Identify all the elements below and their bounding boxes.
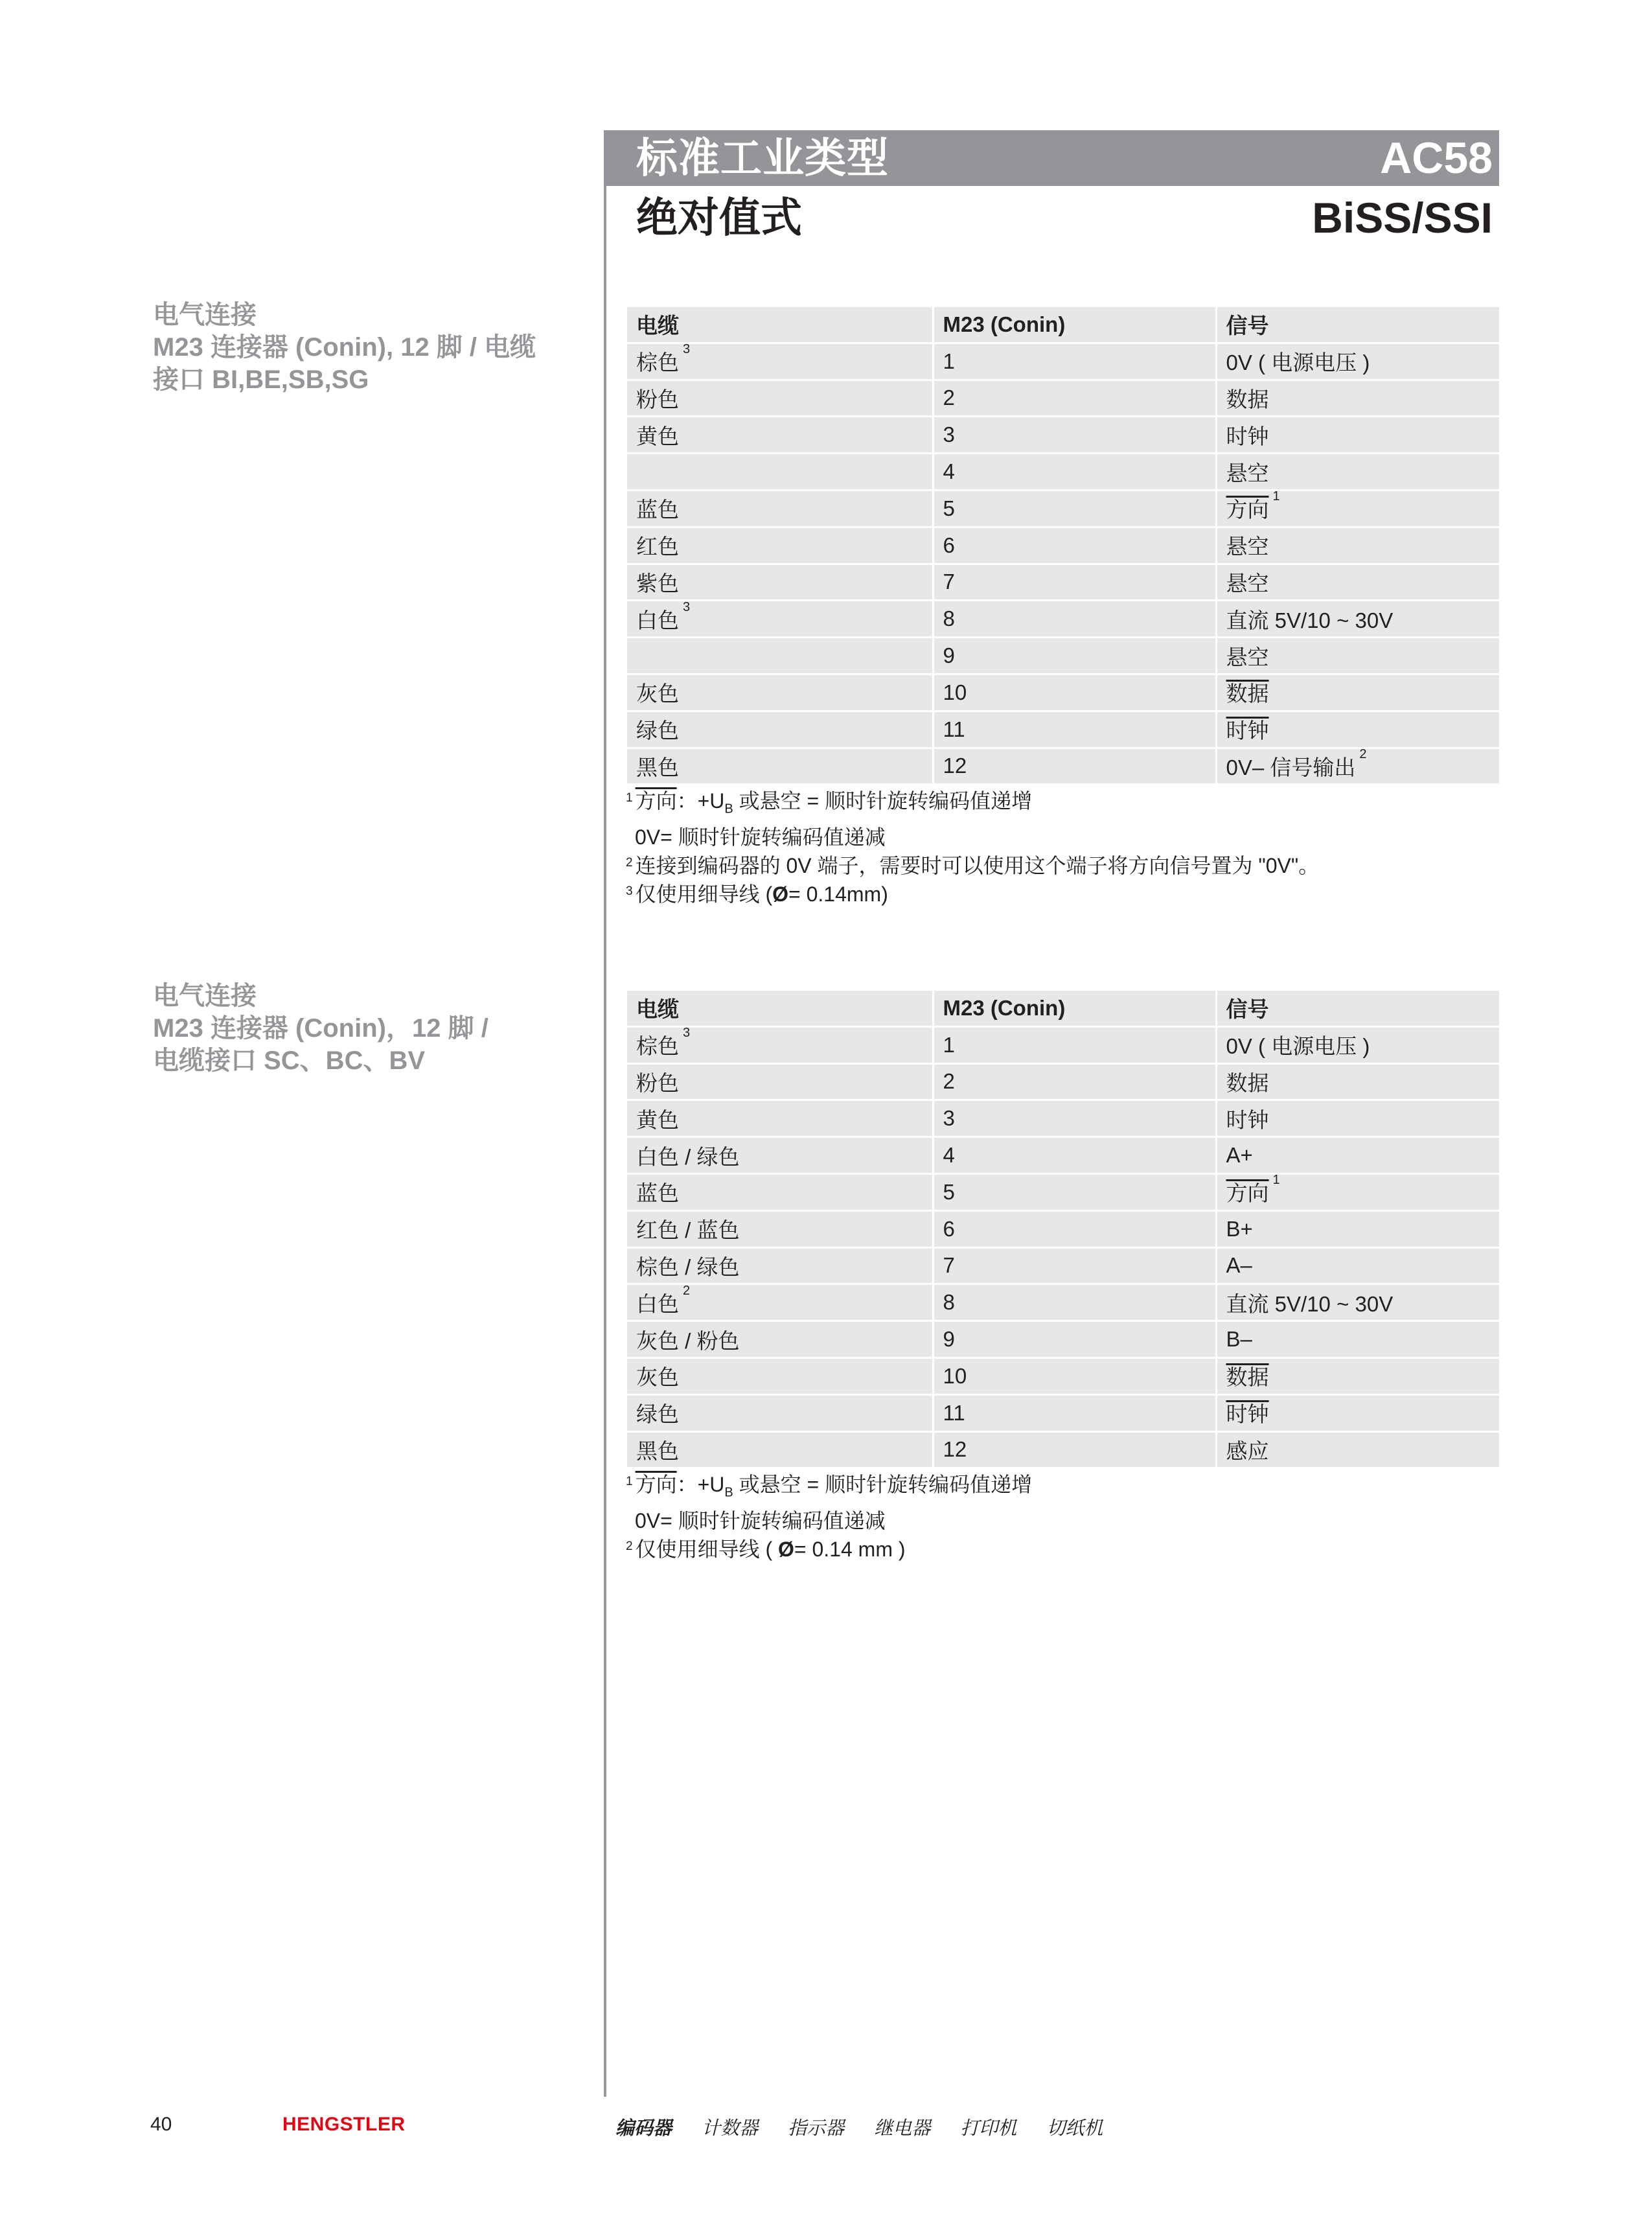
pinout-table-2 <box>627 991 1499 1467</box>
cell-signal <box>1216 564 1499 601</box>
cell-pin-number: 10 <box>933 1357 1216 1394</box>
cell-pin-number: 11 <box>933 1394 1216 1431</box>
signal-text: 数据 <box>1226 387 1269 411</box>
table-row <box>627 564 1499 601</box>
cell-signal <box>1216 601 1499 638</box>
cell-pin-number: 2 <box>933 380 1216 417</box>
cell-pin-number: 1 <box>933 343 1216 380</box>
cable-color-text: 蓝色 <box>636 498 679 522</box>
footnote-3: $^3$ 仅使用细导线 (Ø= 0.14mm) <box>626 883 888 906</box>
cell-signal <box>1216 1431 1499 1467</box>
cell-signal <box>1216 674 1499 711</box>
table-row <box>627 454 1499 490</box>
table-row <box>627 490 1499 527</box>
table-row <box>627 1321 1499 1358</box>
table-row <box>627 527 1499 564</box>
table-row <box>627 1247 1499 1284</box>
signal-text: 数据 <box>1226 682 1269 706</box>
signal-text: 时钟 <box>1226 1107 1269 1132</box>
table-header-row <box>627 991 1499 1026</box>
signal-text: 0V ( 电源电压 ) <box>1226 1034 1370 1059</box>
cell-pin-number: 3 <box>933 417 1216 454</box>
cable-color-text: 黄色 <box>636 424 679 448</box>
cable-color-text: 绿色 <box>636 719 679 743</box>
cable-color-text: 灰色 / 粉色 <box>636 1328 740 1353</box>
column-header-cable: 电缆 <box>627 307 933 343</box>
section-2-label <box>153 980 580 1077</box>
signal-text: 时钟 <box>1226 719 1269 743</box>
signal-text: 0V– 信号输出 <box>1226 755 1356 779</box>
cell-signal <box>1216 1321 1499 1358</box>
cell-signal <box>1216 1063 1499 1100</box>
cell-pin-number: 1 <box>933 1026 1216 1063</box>
signal-text: 数据 <box>1226 1365 1269 1390</box>
page-footer <box>0 2114 1652 2152</box>
cell-cable-color <box>627 601 933 638</box>
cell-pin-number: 7 <box>933 564 1216 601</box>
column-header-pin: M23 (Conin) <box>933 307 1216 343</box>
footnote-1-line-2: 0V= 顺时针旋转编码值递减 <box>635 1509 886 1533</box>
cell-signal <box>1216 748 1499 783</box>
footnote-ref: 3 <box>683 599 691 614</box>
cell-pin-number: 6 <box>933 527 1216 564</box>
table-body <box>627 1026 1499 1467</box>
cell-pin-number: 9 <box>933 638 1216 675</box>
cell-pin-number: 6 <box>933 1210 1216 1247</box>
signal-text: B– <box>1226 1327 1252 1352</box>
table-row <box>627 711 1499 748</box>
section-2-label-line-1: 电气连接 <box>153 982 257 1010</box>
cell-cable-color <box>627 417 933 454</box>
cell-cable-color <box>627 343 933 380</box>
signal-text: 悬空 <box>1226 461 1269 485</box>
cell-signal <box>1216 417 1499 454</box>
cell-pin-number: 2 <box>933 1063 1216 1100</box>
cell-pin-number: 8 <box>933 601 1216 638</box>
page-number: 40 <box>150 2114 172 2135</box>
cell-signal <box>1216 1210 1499 1247</box>
table-row <box>627 1173 1499 1210</box>
cell-pin-number: 8 <box>933 1284 1216 1321</box>
cell-cable-color <box>627 1431 933 1467</box>
cell-pin-number: 3 <box>933 1100 1216 1137</box>
signal-text: 时钟 <box>1226 1402 1269 1427</box>
cable-color-text: 蓝色 <box>636 1181 679 1206</box>
section-2-footnotes <box>626 1470 1032 1564</box>
column-header-pin: M23 (Conin) <box>933 991 1216 1026</box>
category-cutter[interactable]: 切纸机 <box>1046 2118 1103 2139</box>
signal-text: 悬空 <box>1226 535 1269 559</box>
cell-signal <box>1216 1173 1499 1210</box>
column-header-cable: 电缆 <box>627 991 933 1026</box>
cable-color-text: 灰色 <box>636 1365 679 1390</box>
table-row <box>627 1026 1499 1063</box>
signal-text: 直流 5V/10 ~ 30V <box>1226 1291 1394 1316</box>
cell-cable-color <box>627 380 933 417</box>
cell-signal <box>1216 527 1499 564</box>
signal-text: A– <box>1226 1253 1252 1278</box>
table-row <box>627 1210 1499 1247</box>
footnote-ref: 3 <box>683 1026 691 1041</box>
signal-text: 方向 <box>1226 1181 1269 1206</box>
footnote-ref: 2 <box>683 1283 691 1298</box>
title-bar <box>604 130 1499 186</box>
cell-signal <box>1216 1247 1499 1284</box>
subtitle-bar <box>636 189 1493 248</box>
category-relay[interactable]: 继电器 <box>874 2118 931 2139</box>
cell-cable-color <box>627 564 933 601</box>
pinout-table-1 <box>627 307 1499 783</box>
cell-cable-color <box>627 1063 933 1100</box>
table-row <box>627 1431 1499 1467</box>
cell-signal <box>1216 454 1499 490</box>
table-row <box>627 1137 1499 1174</box>
footnote-1-line-2: 0V= 顺时针旋转编码值递减 <box>635 825 886 849</box>
section-2-label-line-2: M23 连接器 (Conin)，12 脚 / <box>153 1014 488 1043</box>
table-row <box>627 1063 1499 1100</box>
table-row <box>627 1357 1499 1394</box>
category-printer[interactable]: 打印机 <box>960 2118 1017 2139</box>
table-row <box>627 1100 1499 1137</box>
brand-logo: HENGSTLER <box>282 2114 406 2135</box>
table-row <box>627 638 1499 675</box>
cell-cable-color <box>627 454 933 490</box>
cell-pin-number: 5 <box>933 490 1216 527</box>
table-row <box>627 343 1499 380</box>
section-1-label-line-1: 电气连接 <box>153 301 257 329</box>
cable-color-text: 黄色 <box>636 1107 679 1132</box>
cell-cable-color <box>627 674 933 711</box>
cell-cable-color <box>627 1247 933 1284</box>
cell-pin-number: 12 <box>933 1431 1216 1467</box>
cell-cable-color <box>627 711 933 748</box>
cable-color-text: 白色 <box>636 608 679 632</box>
footnote-ref: 2 <box>1359 746 1367 761</box>
table-header-row <box>627 307 1499 343</box>
cable-color-text: 棕色 <box>636 351 679 375</box>
footnote-2: $^2$ 连接到编码器的 0V 端子，需要时可以使用这个端子将方向信号置为 "0V"。 <box>626 854 1320 878</box>
table-row <box>627 380 1499 417</box>
cable-color-text: 黑色 <box>636 755 679 779</box>
section-1-label <box>153 299 580 396</box>
cell-cable-color <box>627 1394 933 1431</box>
product-category: 标准工业类型 <box>636 135 889 181</box>
cell-pin-number: 4 <box>933 1137 1216 1174</box>
product-category-nav <box>615 2114 1127 2140</box>
cell-signal <box>1216 1394 1499 1431</box>
table-row <box>627 417 1499 454</box>
signal-text: 感应 <box>1226 1438 1269 1463</box>
cell-cable-color <box>627 1137 933 1174</box>
cable-color-text: 红色 / 蓝色 <box>636 1218 740 1243</box>
footnote-ref: 1 <box>1272 1173 1280 1188</box>
cell-cable-color <box>627 490 933 527</box>
category-counter[interactable]: 计数器 <box>702 2118 759 2139</box>
cell-cable-color <box>627 1100 933 1137</box>
column-header-signal: 信号 <box>1216 991 1499 1026</box>
cable-color-text: 白色 / 绿色 <box>636 1144 740 1169</box>
column-header-signal: 信号 <box>1216 307 1499 343</box>
footnote-ref: 1 <box>1272 489 1280 504</box>
cell-pin-number: 5 <box>933 1173 1216 1210</box>
signal-text: 数据 <box>1226 1070 1269 1095</box>
section-1-label-line-2: M23 连接器 (Conin), 12 脚 / 电缆 <box>153 333 536 362</box>
footnote-2: $^2$ 仅使用细导线 ( Ø= 0.14 mm ) <box>626 1538 906 1562</box>
cable-color-text: 粉色 <box>636 1070 679 1095</box>
product-model: AC58 <box>1380 133 1493 183</box>
cell-cable-color <box>627 527 933 564</box>
signal-text: 方向 <box>1226 498 1269 522</box>
cell-pin-number: 10 <box>933 674 1216 711</box>
signal-text: 悬空 <box>1226 645 1269 669</box>
cell-pin-number: 9 <box>933 1321 1216 1358</box>
cell-signal <box>1216 1284 1499 1321</box>
table-body <box>627 343 1499 783</box>
cell-signal <box>1216 343 1499 380</box>
signal-text: 直流 5V/10 ~ 30V <box>1226 608 1394 632</box>
cable-color-text: 白色 <box>636 1291 679 1316</box>
section-1-label-line-3: 接口 BI,BE,SB,SG <box>153 365 369 394</box>
column-divider-line <box>604 130 606 2097</box>
signal-text: 0V ( 电源电压 ) <box>1226 351 1370 375</box>
category-indicator[interactable]: 指示器 <box>788 2118 845 2139</box>
cable-color-text: 黑色 <box>636 1438 679 1463</box>
cell-signal <box>1216 638 1499 675</box>
cell-pin-number: 4 <box>933 454 1216 490</box>
cell-cable-color <box>627 1173 933 1210</box>
category-encoder[interactable]: 编码器 <box>615 2118 672 2139</box>
cable-color-text: 灰色 <box>636 682 679 706</box>
cable-color-text: 红色 <box>636 535 679 559</box>
section-1-footnotes <box>626 787 1319 908</box>
cell-signal <box>1216 1100 1499 1137</box>
cell-signal <box>1216 1137 1499 1174</box>
footnote-1: $^1$ 方向：$+U_B$ 或悬空 = 顺时针旋转编码值递增 <box>626 789 1033 816</box>
footnote-1: $^1$ 方向：$+U_B$ 或悬空 = 顺时针旋转编码值递增 <box>626 1473 1033 1500</box>
signal-text: 悬空 <box>1226 571 1269 595</box>
signal-text: A+ <box>1226 1143 1253 1168</box>
cell-cable-color <box>627 1210 933 1247</box>
encoder-type: 绝对值式 <box>636 194 802 241</box>
encoder-interface: BiSS/SSI <box>1312 194 1493 242</box>
table-row <box>627 1394 1499 1431</box>
table-row <box>627 601 1499 638</box>
table-row <box>627 1284 1499 1321</box>
cell-cable-color <box>627 1284 933 1321</box>
cable-color-text: 紫色 <box>636 571 679 595</box>
signal-text: B+ <box>1226 1216 1253 1241</box>
cell-signal <box>1216 490 1499 527</box>
table-row <box>627 674 1499 711</box>
table-row <box>627 748 1499 783</box>
cell-signal <box>1216 1026 1499 1063</box>
cell-signal <box>1216 380 1499 417</box>
cell-cable-color <box>627 748 933 783</box>
cell-pin-number: 12 <box>933 748 1216 783</box>
cable-color-text: 棕色 <box>636 1034 679 1059</box>
cell-cable-color <box>627 1357 933 1394</box>
cell-signal <box>1216 711 1499 748</box>
cell-pin-number: 7 <box>933 1247 1216 1284</box>
cell-cable-color <box>627 1321 933 1358</box>
cell-signal <box>1216 1357 1499 1394</box>
cell-pin-number: 11 <box>933 711 1216 748</box>
cable-color-text: 粉色 <box>636 387 679 411</box>
section-2-label-line-3: 电缆接口 SC、BC、BV <box>153 1046 426 1075</box>
cell-cable-color <box>627 638 933 675</box>
footnote-ref: 3 <box>683 342 691 357</box>
cable-color-text: 绿色 <box>636 1402 679 1427</box>
cell-cable-color <box>627 1026 933 1063</box>
cable-color-text: 棕色 / 绿色 <box>636 1254 740 1279</box>
signal-text: 时钟 <box>1226 424 1269 448</box>
